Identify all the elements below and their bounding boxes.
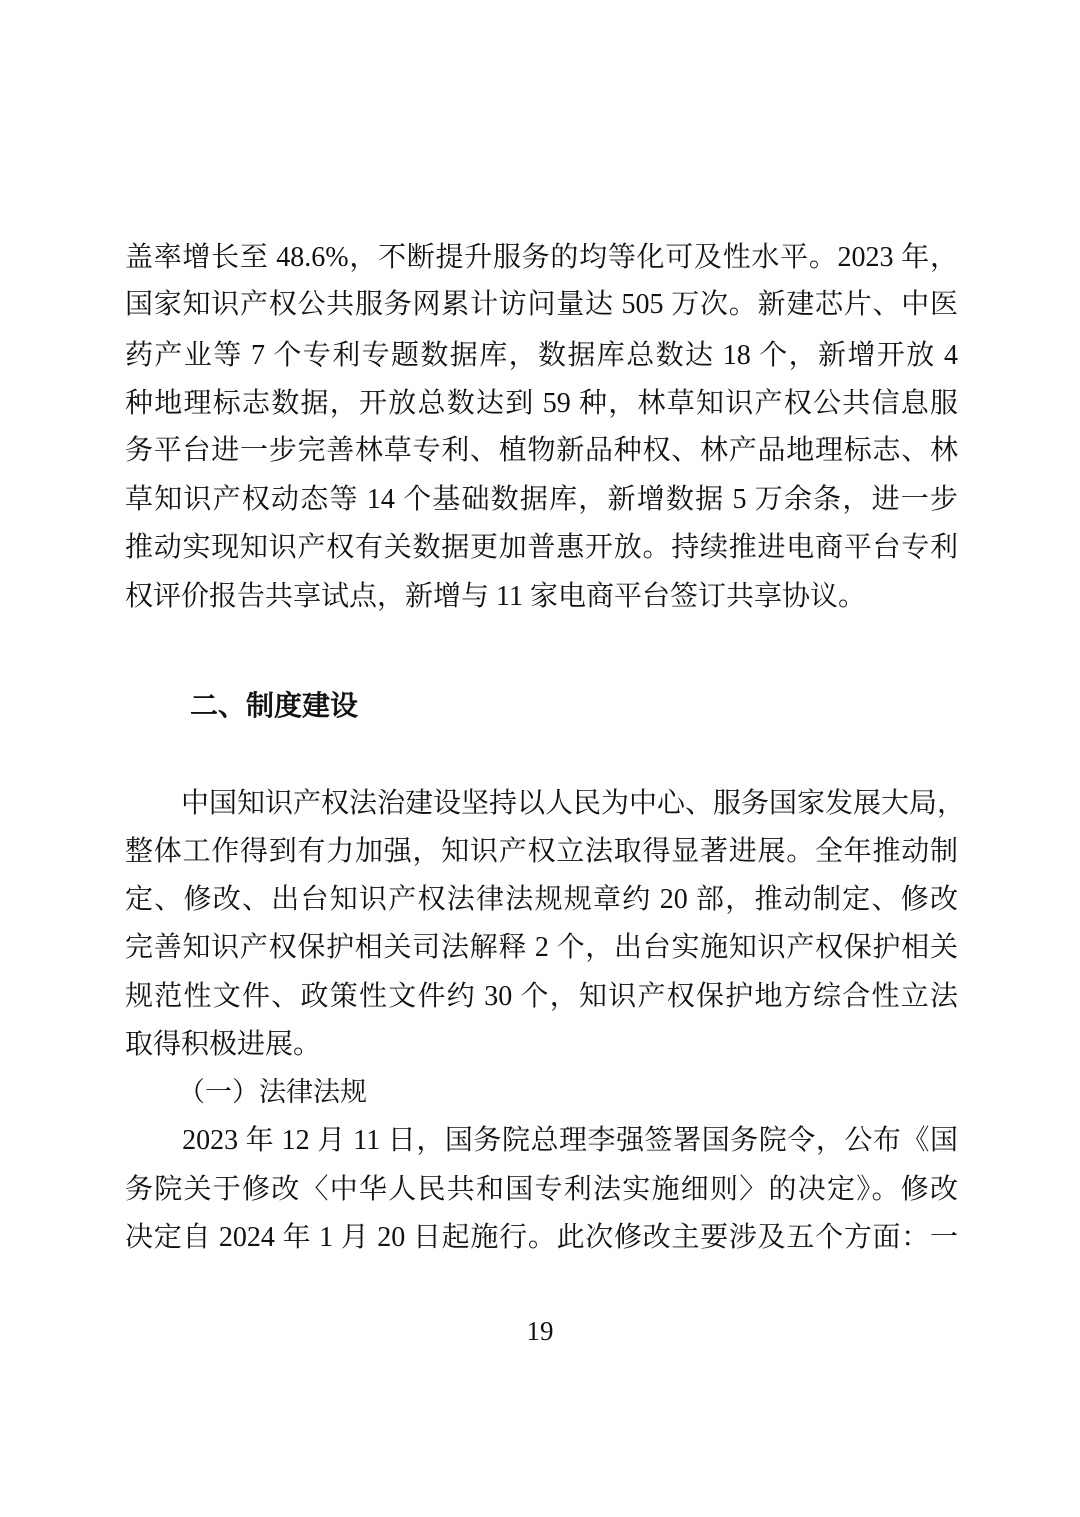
- text-line: 务平台进一步完善林草专利、植物新品种权、林产品地理标志、林: [125, 435, 958, 466]
- text-line: 种地理标志数据，开放总数达到 59 种，林草知识产权公共信息服: [125, 388, 958, 419]
- text-line: 定、修改、出台知识产权法律法规规章约 20 部，推动制定、修改: [125, 884, 958, 915]
- text-line: 整体工作得到有力加强，知识产权立法取得显著进展。全年推动制: [125, 836, 958, 867]
- subsection-heading: （一）法律法规: [178, 1077, 367, 1107]
- text-line: 2023 年 12 月 11 日，国务院总理李强签署国务院令，公布《国: [125, 1125, 958, 1156]
- text-line: 决定自 2024 年 1 月 20 日起施行。此次修改主要涉及五个方面：一: [125, 1222, 958, 1253]
- text-line: 规范性文件、政策性文件约 30 个，知识产权保护地方综合性立法: [125, 981, 958, 1012]
- text-line: 盖率增长至 48.6%，不断提升服务的均等化可及性水平。2023 年，: [125, 242, 958, 273]
- text-line: 推动实现知识产权有关数据更加普惠开放。持续推进电商平台专利: [125, 532, 958, 563]
- text-line: 中国知识产权法治建设坚持以人民为中心、服务国家发展大局，: [125, 788, 966, 819]
- page-number: 19: [526, 1316, 554, 1346]
- section-heading: 二、制度建设: [190, 689, 359, 722]
- text-line: 取得积极进展。: [125, 1029, 322, 1060]
- text-line: 草知识产权动态等 14 个基础数据库，新增数据 5 万余条，进一步: [125, 484, 958, 515]
- text-line: 权评价报告共享试点，新增与 11 家电商平台签订共享协议。: [125, 581, 866, 612]
- text-line: 国家知识产权公共服务网累计访问量达 505 万次。新建芯片、中医: [125, 289, 958, 320]
- text-line: 完善知识产权保护相关司法解释 2 个，出台实施知识产权保护相关: [125, 932, 958, 963]
- text-line: 务院关于修改〈中华人民共和国专利法实施细则〉的决定》。修改: [125, 1174, 958, 1205]
- text-line: 药产业等 7 个专利专题数据库，数据库总数达 18 个，新增开放 4: [125, 340, 958, 371]
